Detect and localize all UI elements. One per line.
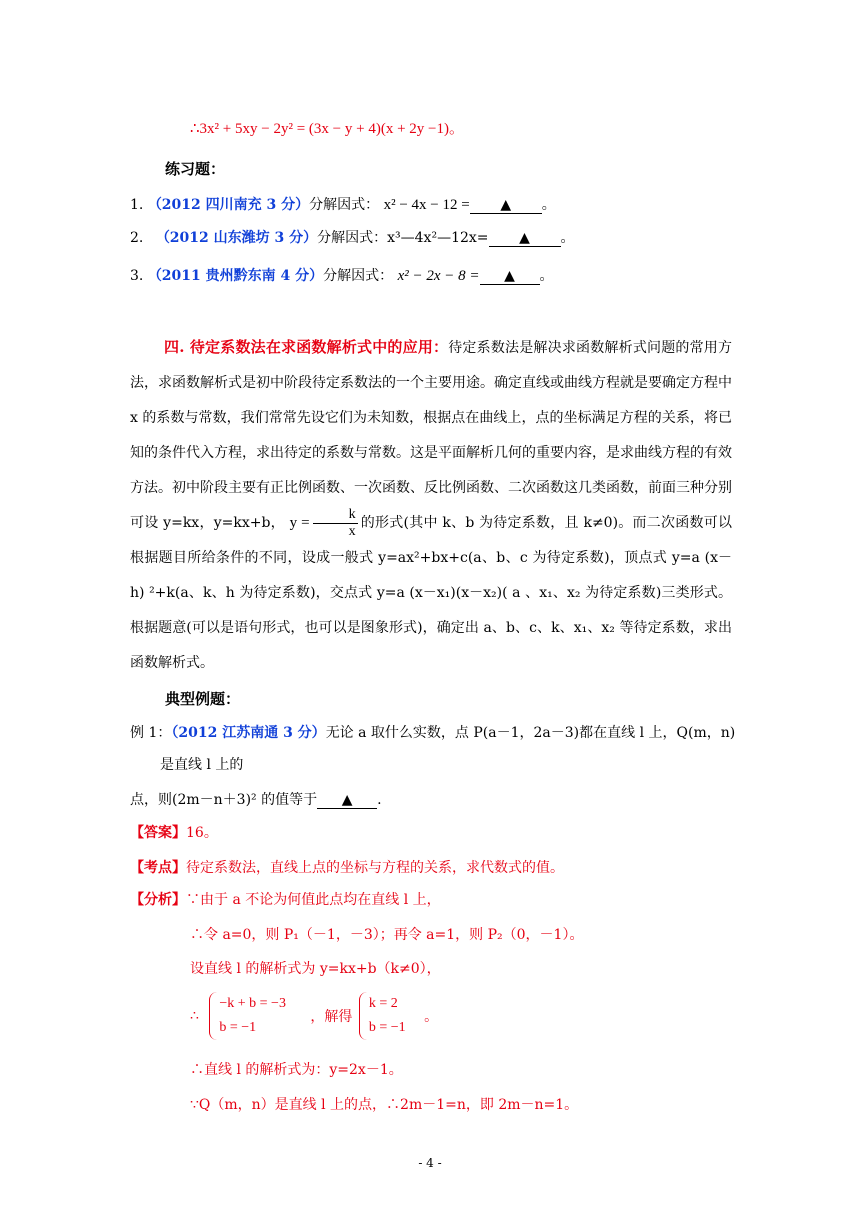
fenxi-text: ∵由于 a 不论为何值此点均在直线 l 上， xyxy=(186,892,441,908)
equation-system-1 xyxy=(209,992,286,1040)
answer-blank: ▲ xyxy=(480,268,540,285)
item-end: 。 xyxy=(541,197,556,213)
section-4-text-2: 的形式(其中 k、b 为待定系数，且 k≠0)。而二次函数可以根据题目所给条件的不同，设成一般式 y=ax²+bx+c(a、b、c 为待定系数)，顶点式 y=a (x－h) ²+k(a、k、h 为待定系数)，交点式 y=a (x－x₁)(x－x₂)( a 、x₁、x₂ 为待定系数)三类形式。根据题意(可以是语句形式，也可以是图象形式)，确定出 a、b、c、k、x₁、x₂ 等待定系数，求出函数解析式。 xyxy=(130,515,732,671)
fenxi-line-1 xyxy=(130,889,441,909)
fraction-numerator: k xyxy=(313,507,358,524)
fenxi-line-5: ∴直线 l 的解析式为：y=2x－1。 xyxy=(190,1062,403,1078)
equation-systems xyxy=(190,992,438,1040)
system-1-equation-2: b = −1 xyxy=(219,1020,257,1035)
section-4-text-1: 待定系数法是解决求函数解析式问题的常用方法，求函数解析式是初中阶段待定系数法的一个主要用途。确定直线或曲线方程就是要确定方程中 x 的系数与常数，我们常常先设它们为未知数，根据点在曲线上，点的坐标满足方程的关系，将已知的条件代入方程，求出待定的系数与常数。这是平面解析几何的重要内容，是求曲线方程的有效方法。初中阶段主要有正比例函数、一次函数、反比例函数、二次函数这几类函数，前面三种分别可设 y=kx，y=kx+b， xyxy=(130,340,733,531)
example-end: . xyxy=(377,792,382,808)
example-1-line-3 xyxy=(130,789,382,809)
left-brace xyxy=(209,992,218,1040)
kaodian-tag: 【考点】 xyxy=(130,860,186,876)
section-4-paragraph xyxy=(130,330,732,681)
kaodian-line xyxy=(130,857,564,877)
item-expression: x² − 2x − 8 = xyxy=(397,268,480,284)
section-4-heading: 四. 待定系数法在求函数解析式中的应用： xyxy=(164,338,449,356)
solve-text: ，解得 xyxy=(310,1009,353,1025)
fenxi-tag: 【分析】 xyxy=(130,892,186,908)
system-1-equation-1: −k + b = −3 xyxy=(219,996,286,1011)
answer-value: 16。 xyxy=(186,825,218,841)
item-number: 3. xyxy=(130,268,144,284)
item-end: 。 xyxy=(560,230,575,246)
top-equation: ∴3x² + 5xy − 2y² = (3x − y + 4)(x + 2y −1)。 xyxy=(190,121,464,137)
k-over-x-fraction xyxy=(313,507,358,540)
fenxi-line-6: ∵Q（m，n）是直线 l 上的点，∴2m－1=n，即 2m－n=1。 xyxy=(190,1097,579,1113)
example-text: 点，则(2m－n＋3)² 的值等于 xyxy=(130,792,318,808)
item-source: （2011 贵州黔东南 4 分） xyxy=(147,268,324,284)
fraction-prefix: y = xyxy=(289,515,310,531)
item-text: 分解因式： xyxy=(323,268,394,284)
example-source: （2012 江苏南通 3 分） xyxy=(171,725,326,741)
system-end: 。 xyxy=(424,1009,439,1025)
answer-tag: 【答案】 xyxy=(130,825,186,841)
left-brace xyxy=(359,992,368,1040)
example-1-line-2: 是直线 l 上的 xyxy=(160,757,244,773)
example-text: 无论 a 取什么实数，点 P(a－1，2a－3)都在直线 l 上，Q(m，n) xyxy=(325,725,736,741)
practice-item-3 xyxy=(130,265,554,285)
fraction-denominator: x xyxy=(348,523,356,539)
answer-blank: ▲ xyxy=(489,230,561,247)
item-end: 。 xyxy=(539,268,554,284)
example-1-line-1 xyxy=(130,722,735,742)
answer-line xyxy=(130,822,218,842)
examples-heading: 典型例题： xyxy=(165,690,241,708)
item-text: 分解因式： xyxy=(317,230,388,246)
item-source: （2012 山东潍坊 3 分） xyxy=(155,230,318,246)
fenxi-line-2: ∴令 a=0，则 P₁（－1，－3）；再令 a=1，则 P₂（0，－1）。 xyxy=(190,927,584,943)
item-number: 1. xyxy=(130,197,144,213)
therefore-symbol: ∴ xyxy=(190,1008,199,1024)
item-number: 2. xyxy=(130,230,144,246)
item-expression: x³—4x²—12x= xyxy=(387,230,489,246)
practice-heading: 练习题： xyxy=(165,160,226,178)
example-label: 例 1： xyxy=(130,725,172,741)
item-source: （2012 四川南充 3 分） xyxy=(147,197,310,213)
answer-blank: ▲ xyxy=(470,197,542,214)
kaodian-text: 待定系数法，直线上点的坐标与方程的关系，求代数式的值。 xyxy=(186,860,564,876)
equation-system-2 xyxy=(359,992,406,1040)
item-expression: x² − 4x − 12 = xyxy=(383,197,470,213)
answer-blank: ▲ xyxy=(317,792,377,809)
system-2-equation-2: b = −1 xyxy=(368,1020,406,1035)
item-text: 分解因式： xyxy=(309,197,380,213)
fenxi-line-3: 设直线 l 的解析式为 y=kx+b（k≠0）， xyxy=(190,961,441,977)
practice-item-2 xyxy=(130,227,575,247)
system-2-equation-1: k = 2 xyxy=(368,996,398,1011)
practice-item-1 xyxy=(130,194,556,214)
page-number: - 4 - xyxy=(418,1156,442,1170)
